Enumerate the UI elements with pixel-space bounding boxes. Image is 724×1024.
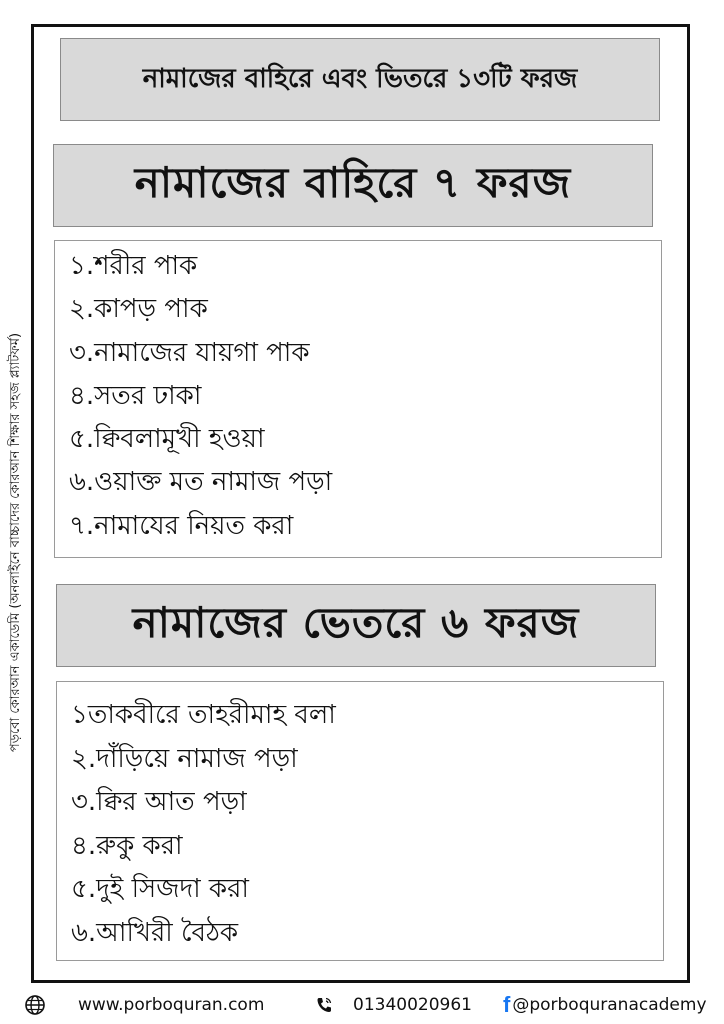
list-item: ১.শরীর পাক [69,251,198,281]
list-item: ৩.ক্বির আত পড়া [71,787,247,817]
list-item: ৫.ক্বিবলামূখী হওয়া [69,424,265,455]
list-inside-duties [56,681,664,961]
facebook-handle-text: @porboquranacademy [512,995,707,1015]
phone-icon [314,990,334,1020]
list-item: ৪.সতর ঢাকা [69,380,202,411]
list-item: ১তাকবীরে তাহরীমাহ বলা [71,700,336,730]
list-item: ৩.নামাজের যায়গা পাক [69,337,310,368]
page-title: নামাজের বাহিরে এবং ভিতরে ১৩টি ফরজ [60,38,660,121]
list-item: ৬.আখিরী বৈঠক [71,917,239,948]
globe-icon [24,990,46,1020]
side-caption-text: পড়বো কোরআন একাডেমি (অনলাইনে বাচ্চাদের কোরআন শিক্ষার সহজ প্ল্যাটফর্ম) [8,332,24,752]
facebook-handle[interactable] [503,990,707,1020]
list-item: ৪.রুকু করা [71,830,183,861]
list-item: ৬.ওয়াক্ত মত নামাজ পড়া [69,467,333,498]
list-item: ৭.নামাযের নিয়ত করা [69,510,294,541]
section-heading-outside: নামাজের বাহিরে ৭ ফরজ [53,144,653,227]
list-item: ২.কাপড় পাক [69,294,208,325]
section-heading-inside: নামাজের ভেতরে ৬ ফরজ [56,584,656,667]
list-outside-duties [54,240,662,558]
footer [0,990,724,1020]
website-link[interactable]: www.porboquran.com [78,995,265,1015]
phone-number[interactable]: 01340020961 [353,995,472,1015]
list-item: ২.দাঁড়িয়ে নামাজ পড়া [71,743,298,774]
list-item: ৫.দুই সিজদা করা [71,874,249,904]
side-caption [0,232,34,852]
facebook-icon: f [503,992,511,1017]
